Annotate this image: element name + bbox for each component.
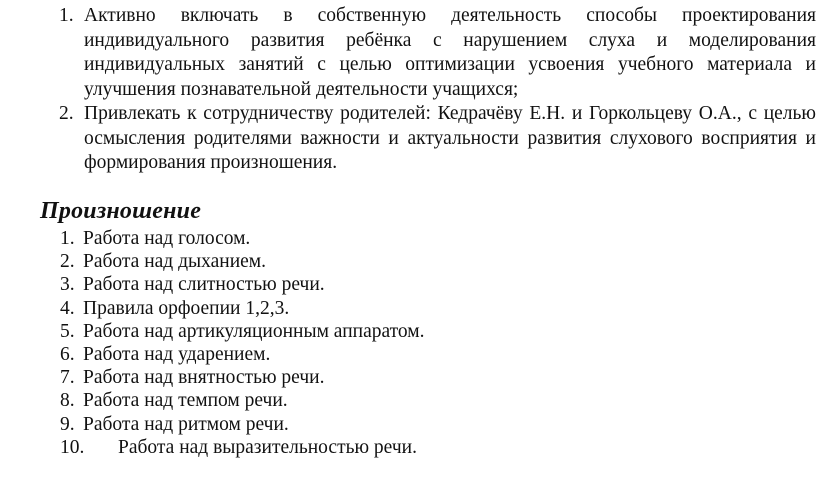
list-item-text: Работа над ритмом речи. <box>83 413 289 435</box>
list-item <box>54 102 816 176</box>
list-item-text: Работа над дыханием. <box>83 251 267 273</box>
list-item-number: 1. <box>60 228 75 249</box>
list-item-number: 8. <box>60 390 75 412</box>
list-item <box>60 320 760 343</box>
list-item <box>54 4 816 102</box>
list-item <box>60 227 760 250</box>
list-item-number: 9. <box>60 413 75 435</box>
list-item-number: 2. <box>60 251 75 273</box>
list-item-number: 4. <box>60 297 75 319</box>
pronunciation-list <box>60 227 760 459</box>
list-item-text: Правила орфоепии 1,2,3. <box>83 297 290 319</box>
list-item <box>60 436 760 459</box>
list-item-text: Работа над артикуляционным аппаратом. <box>83 320 425 342</box>
list-item-number: 10. <box>60 436 85 458</box>
list-item <box>60 413 760 436</box>
list-item-text: Работа над ударением. <box>83 343 271 365</box>
list-item <box>60 389 760 412</box>
list-item-number: 5. <box>60 320 75 342</box>
list-item <box>60 273 760 296</box>
list-item-text: Работа над темпом речи. <box>83 390 288 412</box>
goals-list <box>54 4 816 176</box>
list-item <box>60 366 760 389</box>
list-item-number: 3. <box>60 274 75 296</box>
section-heading: Произношение <box>40 198 202 224</box>
list-item-text: Привлекать к сотрудничеству родителей: Кедрачёву Е.Н. и Горкольцеву О.А., с целью осмысления родителями важности и актуальности развития слухового восприятия и формирования произношения. <box>84 103 816 173</box>
list-item <box>60 250 760 273</box>
list-item-text: Работа над внятностью речи. <box>83 367 325 389</box>
list-item-text: Работа над голосом. <box>83 228 251 249</box>
list-item <box>60 297 760 320</box>
list-item-number: 2. <box>59 103 74 124</box>
list-item-number: 7. <box>60 367 75 389</box>
list-item-number: 1. <box>59 5 74 26</box>
list-item-text: Работа над выразительностью речи. <box>118 436 417 458</box>
list-item-text: Активно включать в собственную деятельность способы проектирования индивидуального развития ребёнка с нарушением слуха и моделирования индивидуальных занятий с целью оптимизации усвоения учебного материала и улучшения познавательной деятельности учащихся; <box>84 5 816 100</box>
list-item <box>60 343 760 366</box>
list-item-number: 6. <box>60 343 75 365</box>
list-item-text: Работа над слитностью речи. <box>83 274 325 296</box>
